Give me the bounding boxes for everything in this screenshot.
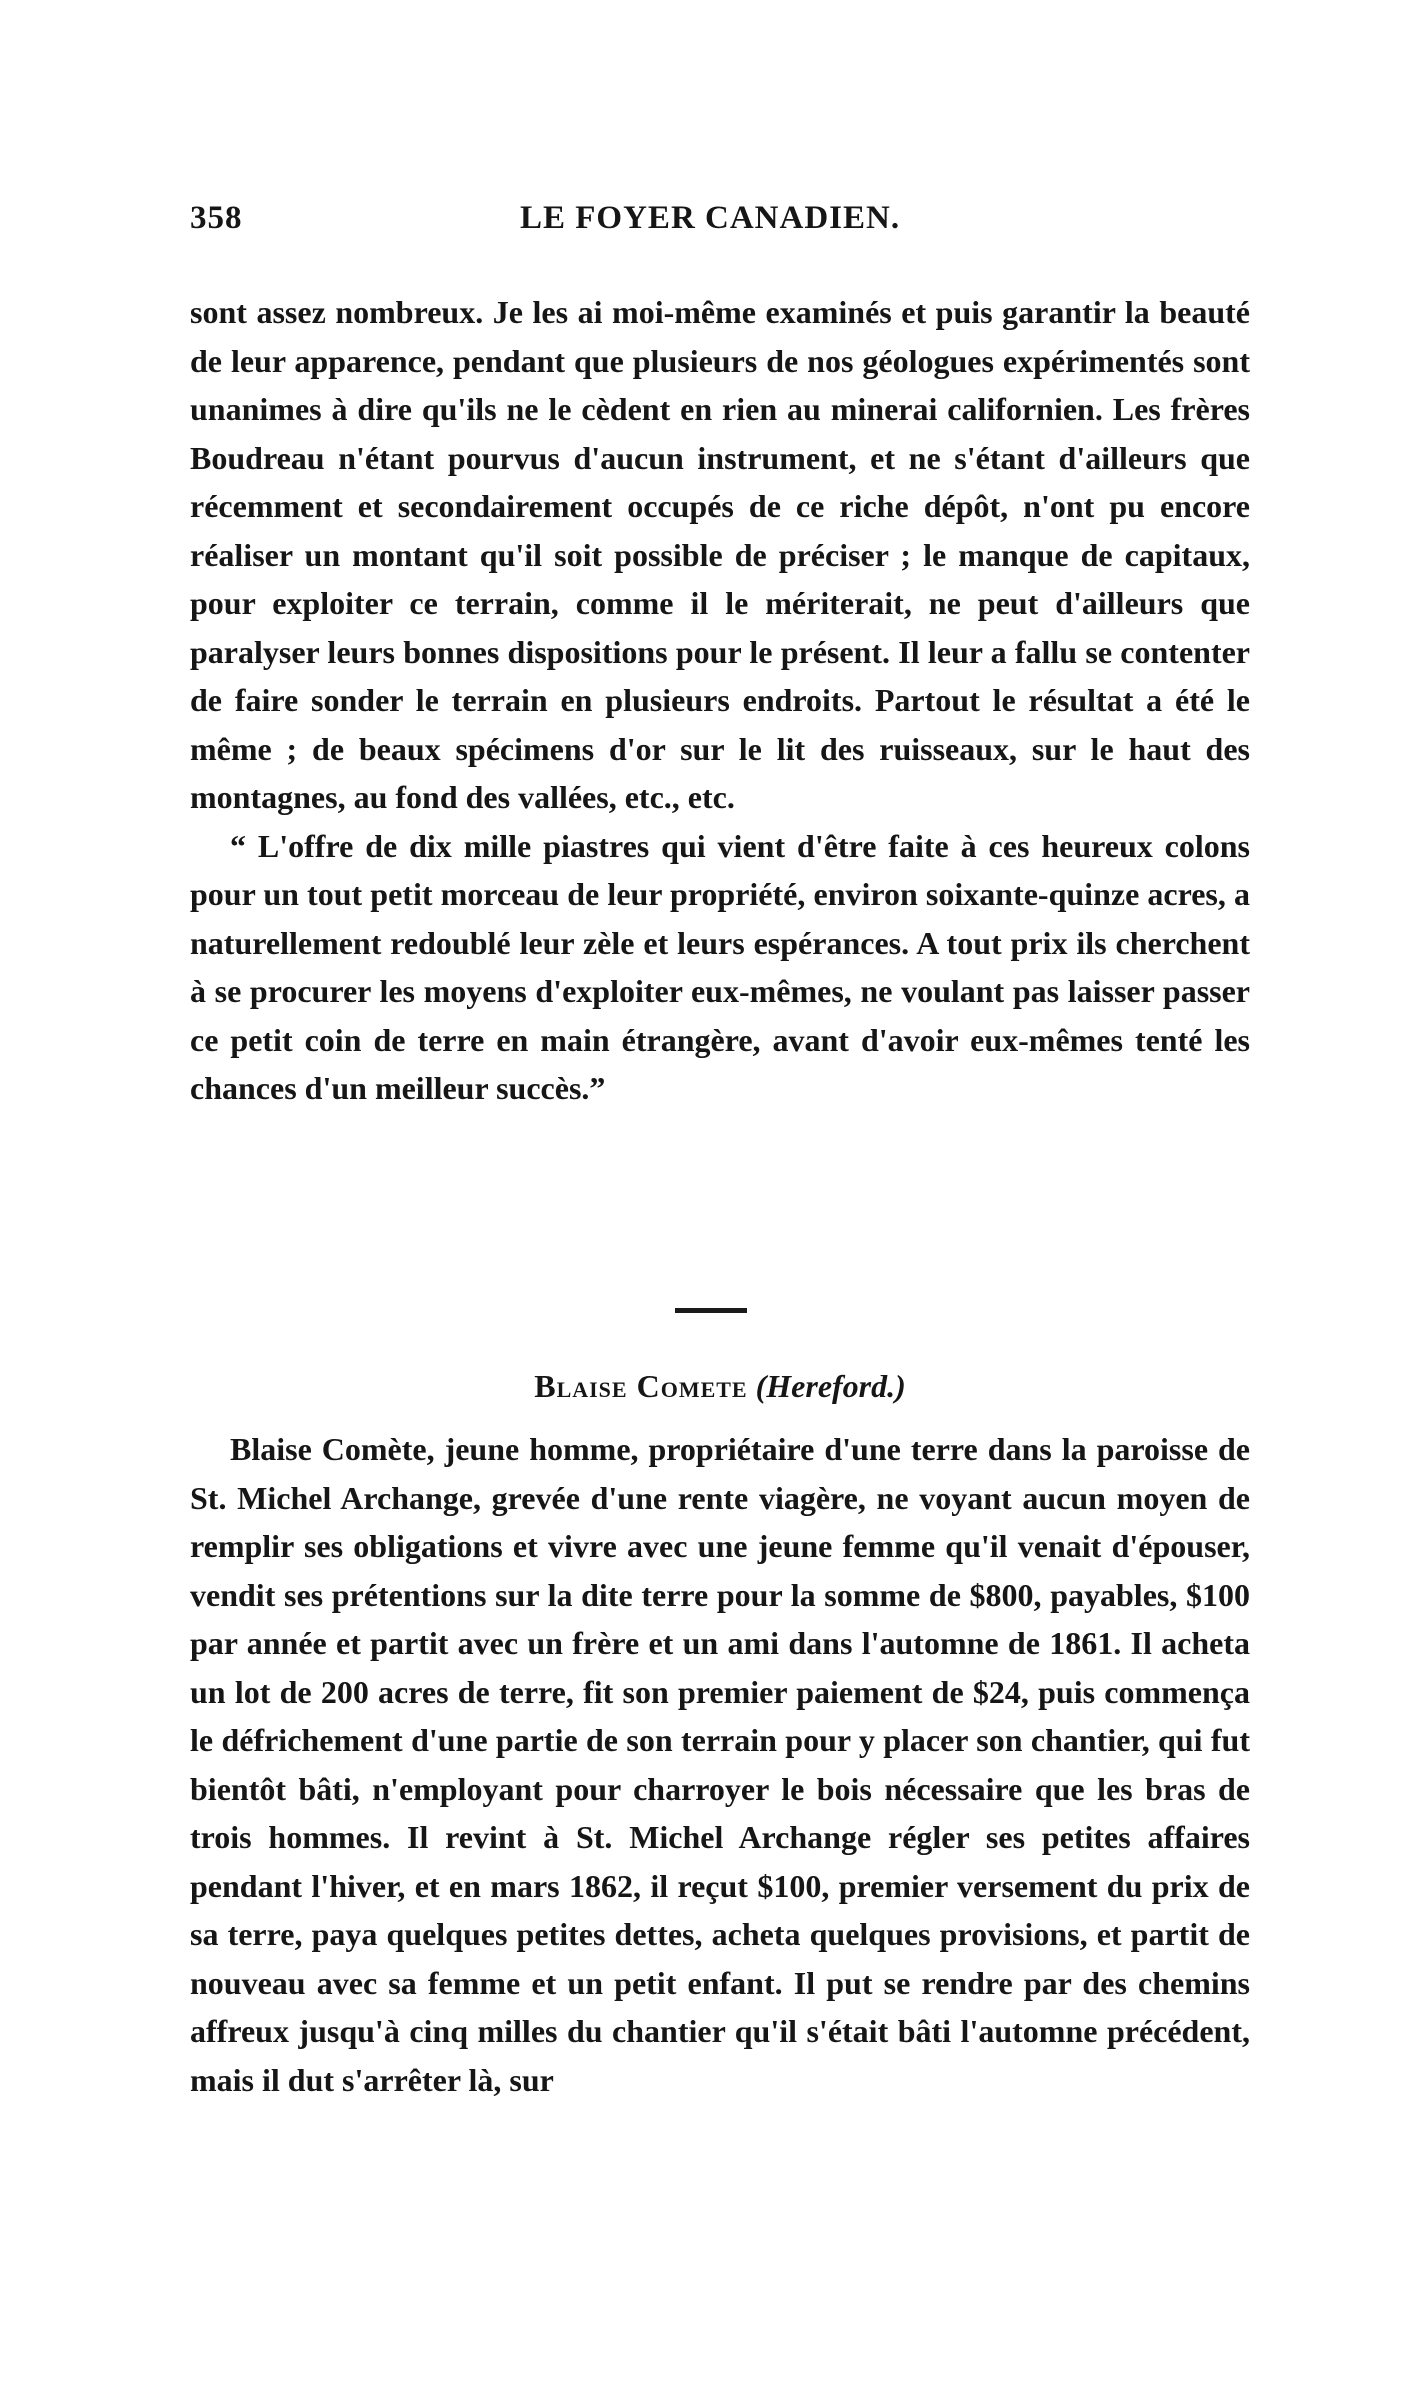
journal-title: LE FOYER CANADIEN. [520,200,901,236]
page-number: 358 [190,200,243,236]
running-header [190,200,1250,250]
continued-text [190,288,1250,1113]
section-heading-name: Blaise Comete [534,1368,748,1404]
section-heading [190,1368,1250,1405]
section-divider [675,1308,747,1313]
quoted-paragraph: “ L'offre de dix mille piastres qui vient d'être faite à ces heureux colons pour un tout petit morceau de leur propriété, environ soixante-quinze acres, a naturellement redoublé leur zèle et leurs espérances. A tout prix ils cherchent à se procurer les moyens d'exploiter eux-mêmes, ne voulant pas laisser passer ce petit coin de terre en main étrangère, avant d'avoir eux-mêmes tenté les chances d'un meilleur succès.” [190,827,1250,1106]
body-paragraph: sont assez nombreux. Je les ai moi-même examinés et puis garantir la beauté de leur apparence, pendant que plusieurs de nos géologues expérimentés sont unanimes à dire qu'ils ne le cèdent en rien au minerai californien. Les frères Boudreau n'étant pourvus d'aucun instrument, et ne s'étant d'ailleurs que récemment et secondairement occupés de ce riche dépôt, n'ont pu encore réaliser un montant qu'il soit possible de préciser ; le manque de capitaux, pour exploiter ce terrain, comme il le mériterait, ne peut d'ailleurs que paralyser leurs bonnes dispositions pour le présent. Il leur a fallu se contenter de faire sonder le terrain en plusieurs endroits. Partout le résultat a été le même ; de beaux spécimens d'or sur le lit des ruisseaux, sur le haut des montagnes, au fond des vallées, etc., etc. [190,294,1250,815]
section-paragraph: Blaise Comète, jeune homme, propriétaire d'une terre dans la paroisse de St. Michel Archange, grevée d'une rente viagère, ne voyant aucun moyen de remplir ses obligations et vivre avec une jeune femme qu'il venait d'épouser, vendit ses prétentions sur la dite terre pour la somme de $800, payables, $100 par année et partit avec un frère et un ami dans l'automne de 1861. Il acheta un lot de 200 acres de terre, fit son premier paiement de $24, puis commença le défrichement d'une partie de son terrain pour y placer son chantier, qui fut bientôt bâti, n'employant pour charroyer le bois nécessaire que les bras de trois hommes. Il revint à St. Michel Archange régler ses petites affaires pendant l'hiver, et en mars 1862, il reçut $100, premier versement du prix de sa terre, paya quelques petites dettes, acheta quelques provisions, et partit de nouveau avec sa femme et un petit enfant. Il put se rendre par des chemins affreux jusqu'à cinq milles du chantier qu'il s'était bâti l'automne précédent, mais il dut s'arrêter là, sur [190,1431,1250,2098]
section-heading-place: (Hereford.) [755,1368,906,1404]
section-text [190,1425,1250,2104]
